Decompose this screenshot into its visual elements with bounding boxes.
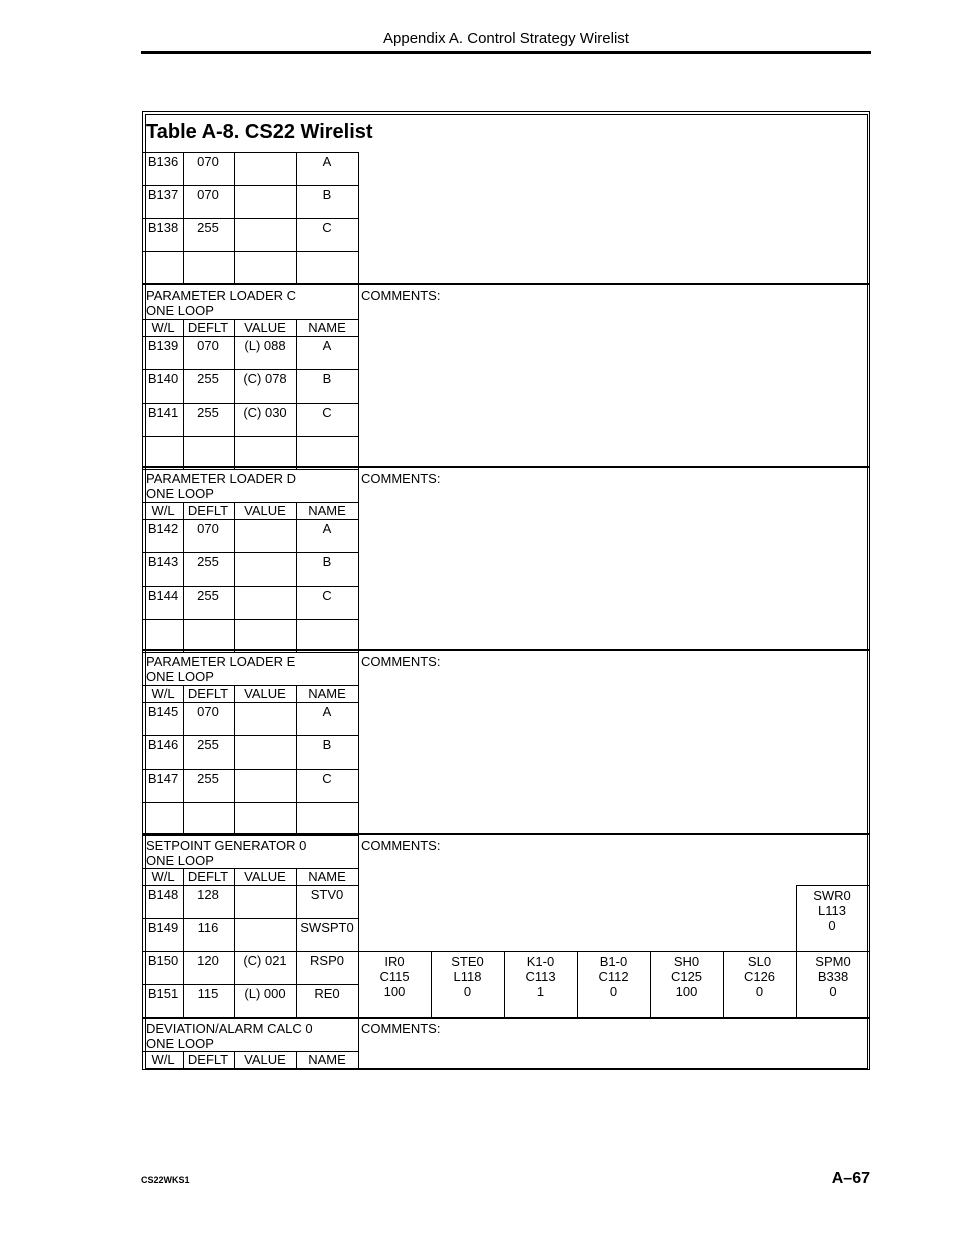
row-deflt: 070 [197,521,219,536]
grid-line [358,951,870,952]
row-name: B [322,554,332,569]
column-header-name: NAME [308,320,346,335]
grid-line [143,918,358,919]
column-header-deflt: DEFLT [187,503,229,518]
row-value: (C) 021 [243,953,287,968]
grid-line [143,586,358,587]
row-name: RSP0 [310,953,344,968]
row-deflt: 255 [197,220,219,235]
row-name: RE0 [314,986,340,1001]
row-deflt: 070 [197,154,219,169]
header-rule [141,51,871,54]
grid-line [143,519,358,520]
row-name: B [322,737,332,752]
column-header-wl: W/L [151,686,175,701]
connector-value: 0 [755,984,764,999]
grid-line [143,469,358,470]
swr-value: 0 [828,918,836,933]
block1-subtitle: ONE LOOP [146,303,214,318]
row-name: C [322,771,332,786]
grid-line [143,369,358,370]
row-wl: B138 [147,220,179,235]
document-code: CS22WKS1 [141,1175,190,1185]
grid-line [234,152,235,284]
row-wl: B139 [147,338,179,353]
column-header-wl: W/L [151,869,175,884]
connector-value: 100 [675,984,698,999]
grid-line [143,436,358,437]
connector-ref: C113 [525,969,556,984]
column-header-wl: W/L [151,320,175,335]
row-name: SWSPT0 [300,920,354,935]
table-title: Table A-8. CS22 Wirelist [146,121,373,143]
row-name: STV0 [310,887,344,902]
grid-line [183,152,184,284]
grid-line [296,152,297,284]
column-header-deflt: DEFLT [187,686,229,701]
grid-line [296,1051,297,1069]
block4-title: SETPOINT GENERATOR 0 [146,838,307,853]
grid-line [143,652,358,653]
column-header-deflt: DEFLT [187,1052,229,1067]
row-value: (C) 030 [243,405,287,420]
column-header-wl: W/L [151,1052,175,1067]
row-name: C [322,405,332,420]
row-deflt: 255 [197,405,219,420]
block2-title: PARAMETER LOADER D [146,471,297,486]
grid-line [143,619,358,620]
connector-value: 100 [383,984,406,999]
row-name: A [322,704,332,719]
grid-line [143,951,358,952]
grid-line [143,251,358,252]
row-name: A [322,154,332,169]
column-header-value: VALUE [244,1052,286,1067]
row-wl: B147 [147,771,179,786]
column-header-value: VALUE [244,869,286,884]
column-header-deflt: DEFLT [187,320,229,335]
connector-label: SL0 [747,954,772,969]
column-header-name: NAME [308,503,346,518]
connector-value: 1 [536,984,545,999]
row-wl: B144 [147,588,179,603]
row-name: C [322,220,332,235]
connector-label: SH0 [673,954,700,969]
grid-line [143,218,358,219]
connector-label: STE0 [451,954,484,969]
column-header-value: VALUE [244,503,286,518]
row-deflt: 255 [197,737,219,752]
grid-line [234,1051,235,1069]
row-wl: B143 [147,554,179,569]
connector-ref: C115 [379,969,410,984]
row-deflt: 255 [197,554,219,569]
swr-ref: L113 [818,903,846,918]
block4-separator [143,833,870,835]
row-name: C [322,588,332,603]
connector-value: 0 [609,984,618,999]
grid-line [143,802,358,803]
block2-comments-label: COMMENTS: [361,471,441,486]
row-wl: B140 [147,371,179,386]
column-header-wl: W/L [151,503,175,518]
block4-subtitle: ONE LOOP [146,853,214,868]
grid-line [183,1051,184,1069]
grid-line [143,735,358,736]
block3-comments-label: COMMENTS: [361,654,441,669]
row-wl: B141 [147,405,179,420]
row-deflt: 116 [197,920,219,935]
row-wl: B146 [147,737,179,752]
row-deflt: 128 [197,887,219,902]
row-deflt: 120 [197,953,219,968]
block2-subtitle: ONE LOOP [146,486,214,501]
block1-separator [143,283,870,285]
grid-line [143,702,358,703]
row-value: (C) 078 [243,371,287,386]
grid-line [143,769,358,770]
row-wl: B148 [147,887,179,902]
row-wl: B151 [147,986,179,1001]
row-wl: B142 [147,521,179,536]
row-name: A [322,338,332,353]
grid-line [143,552,358,553]
connector-label: SPM0 [815,954,851,969]
connector-label: B1-0 [599,954,628,969]
row-value: (L) 000 [244,986,286,1001]
connector-label: K1-0 [526,954,555,969]
row-name: A [322,521,332,536]
connector-ref: L118 [453,969,482,984]
row-name: B [322,187,332,202]
row-wl: B145 [147,704,179,719]
grid-line [143,336,358,337]
connector-label: IR0 [384,954,405,969]
block5-separator [143,1017,870,1019]
block5-subtitle: ONE LOOP [146,1036,214,1051]
column-header-name: NAME [308,686,346,701]
block1-comments-label: COMMENTS: [361,288,441,303]
row-deflt: 070 [197,187,219,202]
grid-line [358,152,359,284]
connector-value: 0 [829,984,837,999]
row-value: (L) 088 [244,338,286,353]
block1-title: PARAMETER LOADER C [146,288,297,303]
grid-line [143,185,358,186]
connector-value: 0 [463,984,472,999]
block4-comments-label: COMMENTS: [361,838,441,853]
column-header-value: VALUE [244,320,286,335]
grid-line [143,885,358,886]
column-header-name: NAME [308,869,346,884]
row-deflt: 070 [197,338,219,353]
row-name: B [322,371,332,386]
row-deflt: 255 [197,771,219,786]
block2-separator [143,466,870,468]
block5-title: DEVIATION/ALARM CALC 0 [146,1021,313,1036]
page-number: A–67 [831,1170,870,1187]
row-wl: B149 [147,920,179,935]
row-deflt: 070 [197,704,219,719]
column-header-value: VALUE [244,686,286,701]
grid-line [143,403,358,404]
row-wl: B137 [147,187,179,202]
row-deflt: 255 [197,371,219,386]
running-header: Appendix A. Control Strategy Wirelist [383,30,629,47]
block5-comments-label: COMMENTS: [361,1021,441,1036]
row-wl: B136 [147,154,179,169]
row-deflt: 255 [197,588,219,603]
connector-ref: B338 [817,969,849,984]
connector-ref: C125 [670,969,703,984]
block3-title: PARAMETER LOADER E [146,654,296,669]
block0-top [143,152,358,153]
block3-subtitle: ONE LOOP [146,669,214,684]
column-header-name: NAME [308,1052,346,1067]
connector-ref: C112 [598,969,629,984]
swr-label: SWR0 [813,888,851,903]
grid-line [143,984,358,985]
block3-separator [143,649,870,651]
grid-line [143,835,358,836]
row-wl: B150 [147,953,179,968]
row-deflt: 115 [197,986,219,1001]
connector-ref: C126 [743,969,776,984]
grid-line [796,885,870,886]
column-header-deflt: DEFLT [187,869,229,884]
